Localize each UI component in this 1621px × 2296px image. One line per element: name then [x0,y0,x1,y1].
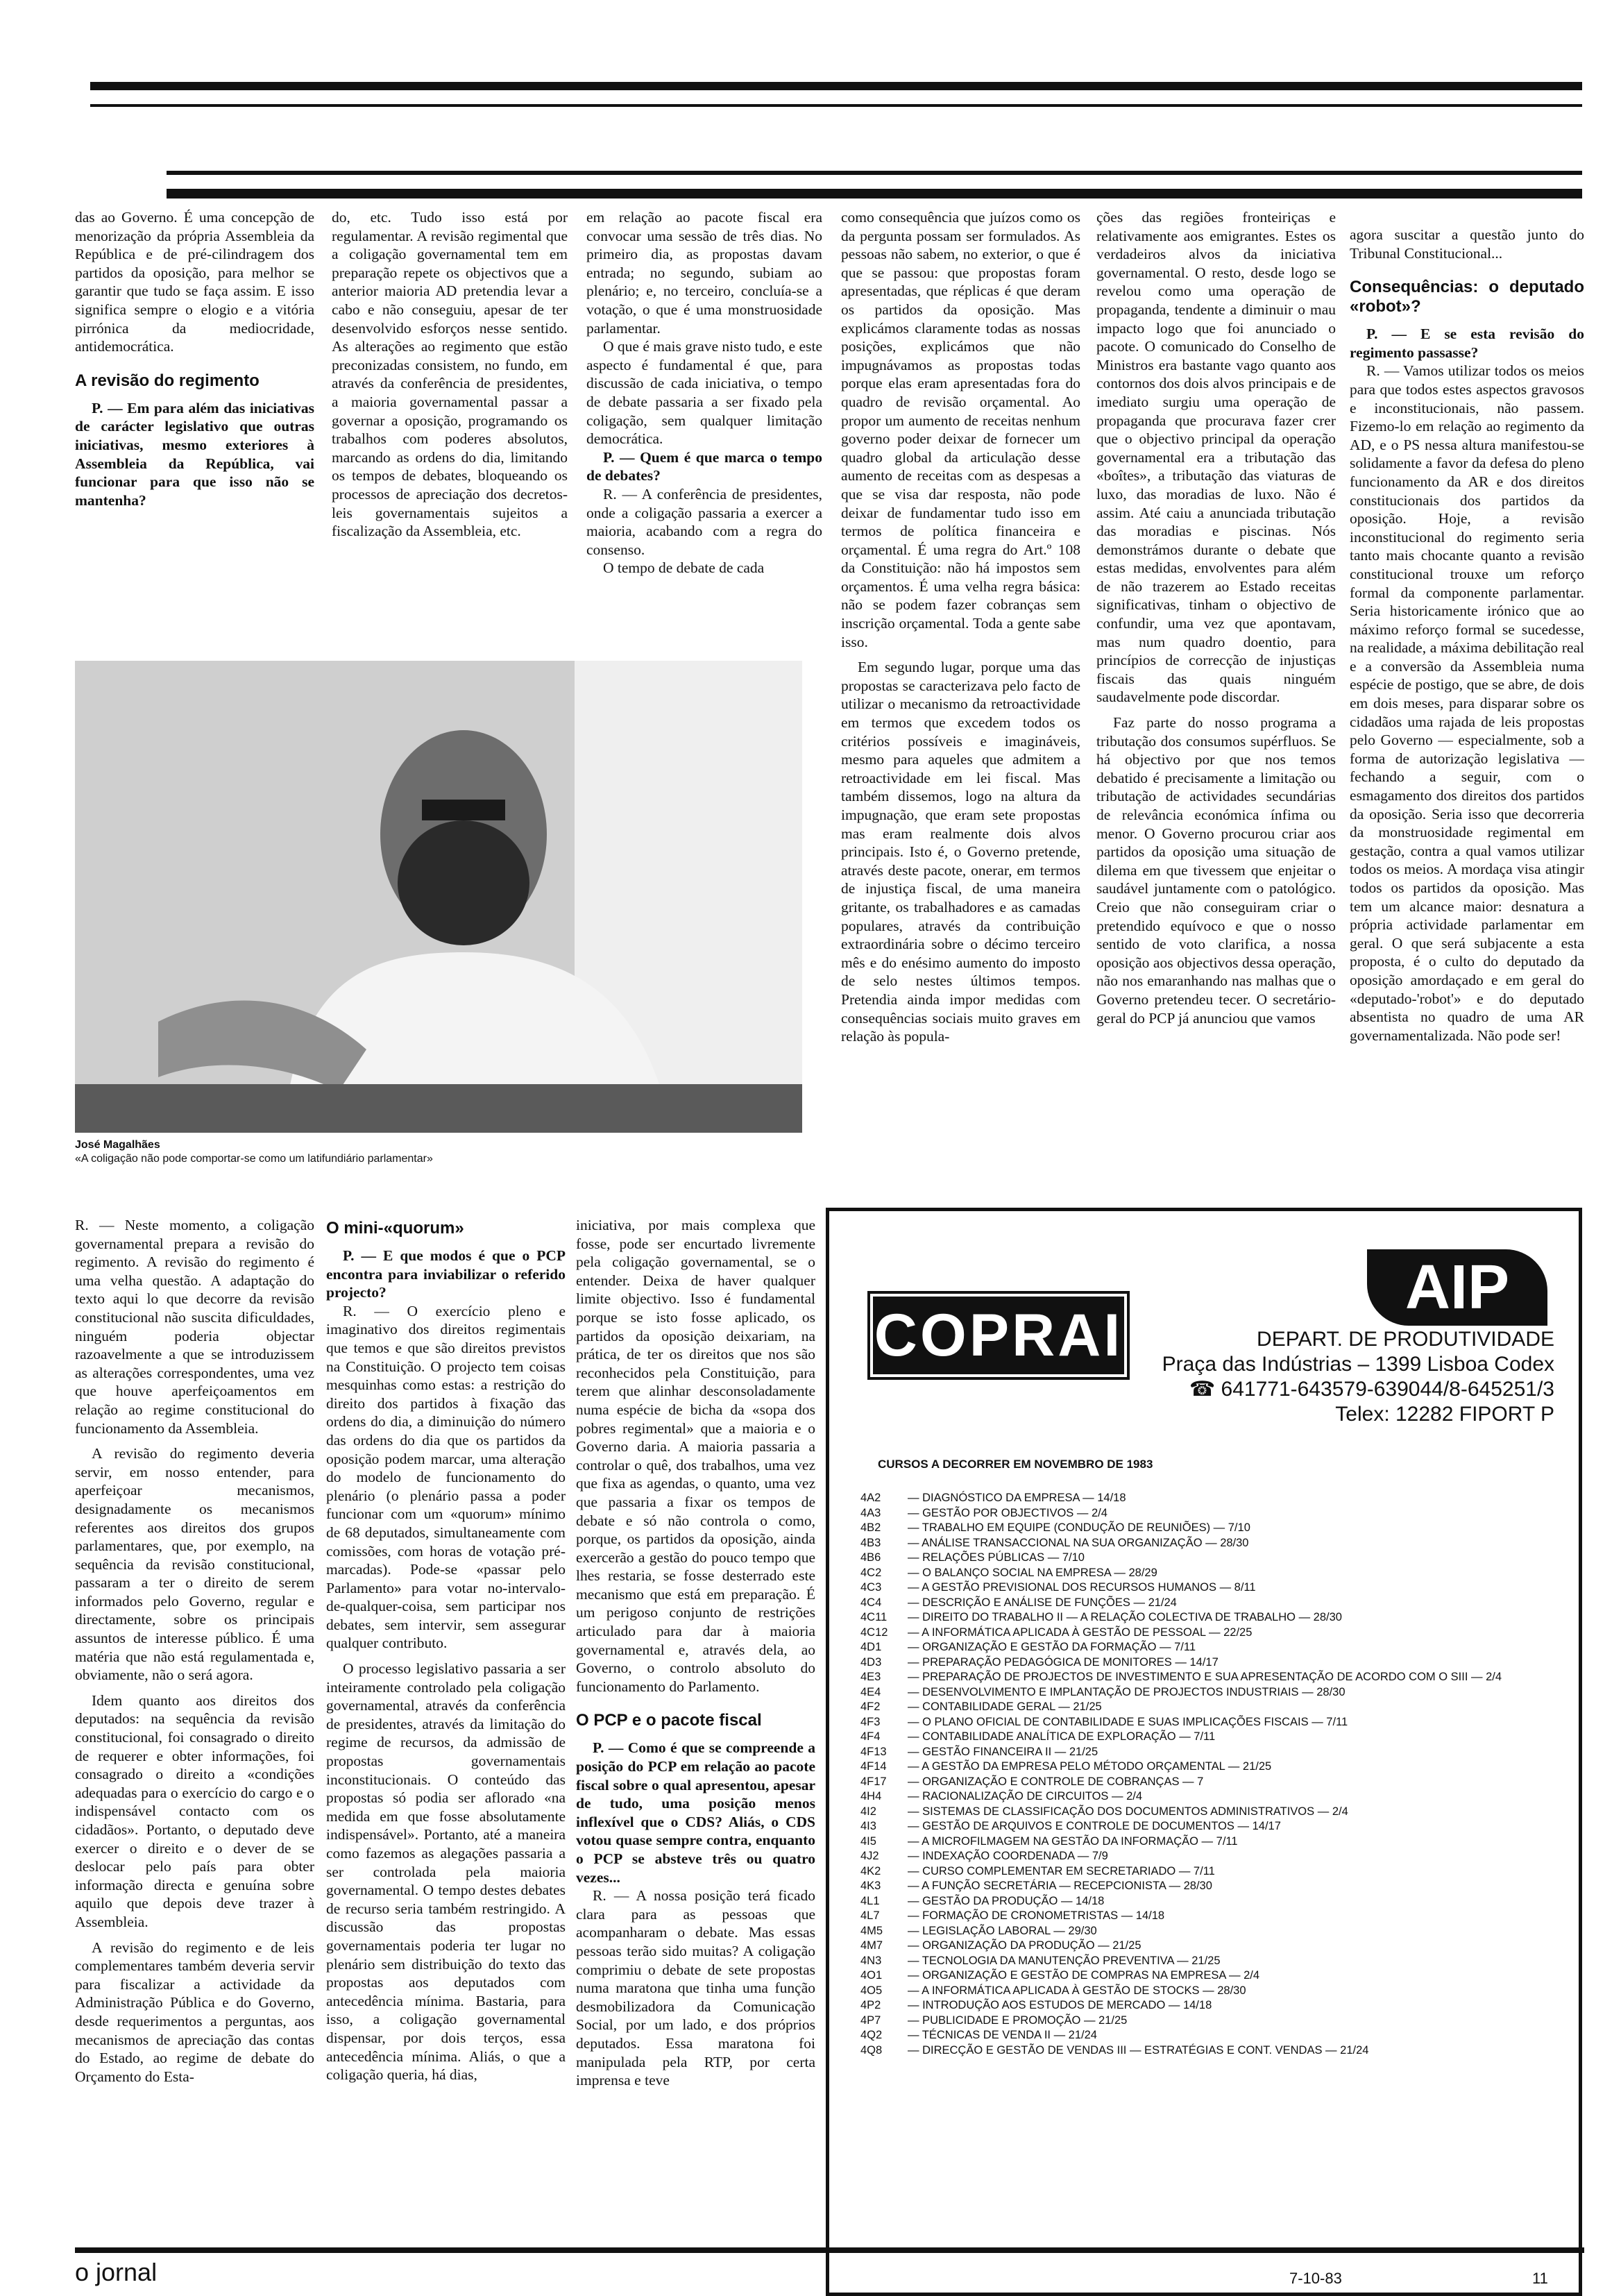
course-item [860,2043,1554,2059]
course-title: — A INFORMÁTICA APLICADA À GESTÃO DE STOCKS — 28/30 [908,1984,1246,1997]
course-title: — ORGANIZAÇÃO E CONTROLE DE COBRANÇAS — 7 [908,1775,1204,1788]
photo-caption-quote: «A coligação não pode comportar-se como um latifundiário parlamentar» [75,1153,433,1165]
course-item [860,2014,1554,2029]
course-code: 4C12 [860,1626,888,1639]
course-code: 4M5 [860,1924,883,1937]
course-item [860,1998,1554,2014]
paragraph: R. — A nossa posição terá ficado clara para as pessoas que acompanharam o debate. Mas essas pessoas terão sido muitas? A coligação comprimiu o debate de sete propostas numa maratona que tinha uma função desmobilizadora da Comunicação Social, por um lado, e dos próprios deputados. Essa maratona foi manipulada pela RTP, por certa imprensa e teve [576,1887,815,2089]
course-item [860,1759,1554,1775]
paragraph: R. — Vamos utilizar todos os meios para que todos estes aspectos gravosos e inconstitucionais, não passem. Fizemo-lo em relação ao regimento da AD, e o PS nessa altura manifestou-se solidamente a favor da defesa do pleno funcionamento da AR e dos direitos constitucionais dos partidos da oposição. Hoje, a revisão inconstitucional do regimento seria tanto mais chocante quanto a revisão constitucional trouxe um reforço formal da componente parlamentar. Seria historicamente irónico que ao máximo reforço formal se sucedesse, na realidade, a máxima debilitação real e a conversão da Assembleia numa espécie de postigo, que se abre, de dois em dois meses, para disparar sobre os cidadãos uma rajada de leis propostas pelo Governo — especialmente, sob a forma de autorização legislativa — fechando a seguir, com o esmagamento dos direitos dos partidos da oposição. Seria isso que decorreria da monstruosidade regimental em gestação, contra a qual vamos utilizar todos os meios. A mordaça visa atingir todos os partidos da oposição. Mas tem um alcance maior: desnatura a própria actividade parlamentar em geral. O que será subjacente a esta proposta, é o culto do deputado da oposição amordaçado e em geral do «deputado-'robot'» e do deputado absentista no quadro de uma AR governamentalizada. Não pode ser! [1350,362,1584,1044]
course-item [860,1939,1554,1954]
question: P. — E se esta revisão do regimento passasse? [1350,326,1584,361]
paragraph: Em segundo lugar, porque uma das propostas se caracterizava pelo facto de utilizar o mecanismo da retroactividade em termos que excedem todos os critérios possíveis e imagináveis, mesmo para aqueles que admitem a retroactividade em lei fiscal. Mas também dissemos, logo na altura da impugnação, que eram sete propostas mas eram realmente dois alvos principais. Isto é, o Governo pretende, através deste pacote, onerar, em termos de injustiça fiscal, de uma maneira gritante, os trabalhadores e as camadas populares, através da contribuição extraordinária sobre o décimo terceiro mês e do enésimo aumento do imposto de selo nestes últimos tempos. Pretendia ainda impor medidas com consequências sociais muito graves em relação às popula- [841,659,1080,1045]
paragraph: ções das regiões fronteiriças e relativamente aos emigrantes. Estes os verdadeiros alvos da iniciativa governamental. O resto, desde logo se revelou como uma operação de propaganda, tendente a diminuir o mau impacto logo que foi anunciado o pacote. O comunicado do Conselho de Ministros era bastante vago quanto aos contornos dos dois alvos principais e de imediato surgiu uma operação de propaganda que procurava fazer crer que o objectivo principal da operação governamental era a tributação das «boîtes», a tributação das viaturas de luxo, das moradias de luxo. Não é assim. Até caiu a anunciada tributação das moradias e piscinas. Nós demonstrámos durante o debate que estas medidas, envolventes para além de não trazerem ao Estado receitas significativas, tinham o objectivo de confundir, uma vez que apontavam, mas num quadro doentio, para princípios de correcção de injustiças fiscais das quais ninguém saudavelmente pode discordar. [1096,209,1336,706]
paragraph: Faz parte do nosso programa a tributação dos consumos supérfluos. Se há objectivo por que nos temos debatido é precisamente a limitação ou tributação de actividades secundárias de relevância económica ínfima ou menor. O Governo procurou criar aos partidos da oposição uma situação de dilema em que tivessem que enjeitar o saudável juntamente com o patológico. Creio que não conseguiram criar o pretendido equívoco e que o nosso sentido de voto clarifica, a nossa oposição aos objectivos dessa operação, não nos emaranhando nas malhas que o Governo pretendeu tecer. O secretário-geral do PCP já anunciou que vamos [1096,714,1336,1027]
paragraph: O tempo de debate de cada [603,559,765,577]
course-title: — DIREITO DO TRABALHO II — A RELAÇÃO COLECTIVA DE TRABALHO — 28/30 [908,1611,1342,1623]
page-number: 11 [1532,2270,1548,2287]
question: P. — Quem é que marca o tempo de debates? [586,448,822,484]
course-item [860,1775,1554,1790]
issue-date: 7-10-83 [1289,2270,1342,2287]
course-item [860,1834,1554,1850]
paragraph: A revisão do regimento e de leis complementares também deveria servir para fiscalizar a actividade da Administração Pública e do Governo, desde requerimentos a perguntas, aos mecanismos de apreciação das contas do Estado, ao regime de debate do Orçamento do Esta- [75,1939,314,2085]
course-code: 4E4 [860,1685,881,1698]
ad-phone: ☎ 641771-643579-639044/8-645251/3 [1189,1378,1554,1401]
top-rule-1 [90,82,1582,90]
paragraph: R. — O exercício pleno e imaginativo dos direitos regimentais que temos e que são direitos previstos na Constituição. O projecto tem coisas mesquinhas como estas: a restrição do direito dos partidos à fixação das ordens do dia, a diminuição do número das ordens do dia que os partidos da oposição podem marcar, uma alteração do modelo de funcionamento do plenário (o plenário passa a poder funcionar com um «quorum» mínimo de 68 deputados, simultaneamente com comissões, com horas de votação pré-marcadas). Pode-se «passar pelo Parlamento» para votar no-intervalo-de-qualquer-coisa, sem participar nos debates, sem intervir, sem assegurar qualquer contributo. [326,1302,566,1652]
paragraph: O processo legislativo passaria a ser inteiramente controlado pela coligação governamental, através da conferência de presidentes, através da limitação do regime de recursos, da admissão de propostas governamentais inconstitucionais. O conteúdo das propostas só podia ser aflorado «na medida em que fosse absolutamente indispensável». Portanto, até a maneira como fazemos as alegações passaria a ser controlada pela maioria governamental. O tempo destes debates de recurso seria também restringido. A discussão das propostas governamentais poderia ter lugar no plenário sem distribuição do texto das propostas aos deputados com antecedência mínima. Bastaria, para isso, a coligação governamental dispensar, por dois terços, essa antecedência mínima. Aliás, o que a coligação queria, há dias, [326,1660,566,2084]
course-code: 4H4 [860,1790,882,1803]
ad-telex: Telex: 12282 FIPORT P [1335,1403,1554,1426]
paragraph: R. — Neste momento, a coligação governamental prepara a revisão do regimento. A revisão do regimento é uma velha questão. A adaptação do texto aqui lo que decorre da revisão constitucional não suscita dificuldades, ninguém poderia objectar razoavelmente a que se introduzissem as alterações correspondentes, uma vez que houve aperfeiçoamentos em relação ao regime constitucional do funcionamento da Assembleia. [75,1217,314,1437]
question: P. — Como é que se compreende a posição do PCP em relação ao pacote fiscal sobre o qual apresentou, apesar de tudo, uma posição menos inflexível que o CDS? Aliás, o CDS votou quase sempre contra, enquanto o PCP se absteve três ou quatro vezes... [576,1739,815,1886]
course-item [860,1580,1554,1596]
course-title: — DESENVOLVIMENTO E IMPLANTAÇÃO DE PROJECTOS INDUSTRIAIS — 28/30 [908,1685,1346,1698]
paragraph: A revisão do regimento deveria servir, em nosso entender, para aperfeiçoar mecanismos, designadamente os mecanismos referentes aos direitos dos grupos parlamentares, que, por exemplo, na sequência da revisão constitucional, passaram a ter o direito de serem informados pelo Governo, regular e directamente, sobre os principais assuntos de interesse público. É uma matéria que não está regulamentada e, obviamente, não o será agora. [75,1445,314,1684]
lower-column-1 [75,1216,314,2243]
course-code: 4B6 [860,1551,881,1564]
course-title: — TÉCNICAS DE VENDA II — 21/24 [908,2029,1097,2041]
course-code: 4C2 [860,1566,882,1579]
course-item [860,1536,1554,1551]
course-code: 4N3 [860,1954,882,1967]
course-title: — INDEXAÇÃO COORDENADA — 7/9 [908,1850,1108,1862]
course-code: 4I5 [860,1834,876,1848]
course-item [860,1819,1554,1834]
lower-column-2 [326,1216,566,2243]
footer-rule [75,2247,1584,2253]
course-title: — TECNOLOGIA DA MANUTENÇÃO PREVENTIVA — 21/25 [908,1954,1221,1967]
course-code: 4I2 [860,1805,876,1818]
course-item [860,1566,1554,1581]
upper-column-3 [586,208,822,659]
paragraph: R. — A conferência de presidentes, onde a coligação passaria a exercer a maioria, acabando com a regra do consenso. [586,485,822,558]
question: P. — E que modos é que o PCP encontra para inviabilizar o referido projecto? [326,1247,566,1301]
course-code: 4F14 [860,1760,887,1773]
course-item [860,1849,1554,1864]
course-item [860,1491,1554,1506]
course-title: — SISTEMAS DE CLASSIFICAÇÃO DOS DOCUMENTOS ADMINISTRATIVOS — 2/4 [908,1805,1348,1818]
course-title: — LEGISLAÇÃO LABORAL — 29/30 [908,1924,1097,1937]
course-code: 4O1 [860,1969,883,1982]
course-code: 4F2 [860,1700,881,1713]
course-item [860,2028,1554,2043]
question: P. — Em para além das iniciativas de carácter legislativo que outras iniciativas, mesmo exteriores à Assembleia da República, vai funcionar para que isso não se mantenha? [75,399,314,509]
course-code: 4P2 [860,1999,881,2011]
course-title: — CONTABILIDADE ANALÍTICA DE EXPLORAÇÃO — 7/11 [908,1730,1216,1743]
photo-caption [75,1138,810,1166]
course-code: 4P7 [860,2014,881,2027]
paragraph: O que é mais grave nisto tudo, e este aspecto é fundamental é que, para discussão de cada iniciativa, o tempo de debate passaria a ser fixado pela coligação, sem qualquer limitação democrática. [586,338,822,448]
course-code: 4F17 [860,1775,887,1788]
course-code: 4I3 [860,1820,876,1832]
photo-caption-name: José Magalhães [75,1139,160,1151]
course-code: 4A3 [860,1506,881,1519]
course-title: — ORGANIZAÇÃO E GESTÃO DE COMPRAS NA EMPRESA — 2/4 [908,1969,1260,1982]
upper-column-1 [75,208,314,659]
course-title: — DIAGNÓSTICO DA EMPRESA — 14/18 [908,1492,1126,1504]
course-code: 4F4 [860,1730,881,1743]
course-title: — GESTÃO DE ARQUIVOS E CONTROLE DE DOCUMENTOS — 14/17 [908,1820,1281,1832]
section-heading: O mini-«quorum» [326,1219,464,1238]
course-code: 4K3 [860,1880,881,1892]
course-title: — A FUNÇÃO SECRETÁRIA — RECEPCIONISTA — 28/30 [908,1880,1212,1892]
course-item [860,1506,1554,1521]
course-title: — FORMAÇÃO DE CRONOMETRISTAS — 14/18 [908,1909,1165,1922]
course-item [860,1596,1554,1611]
course-code: 4J2 [860,1850,879,1862]
course-item [860,1745,1554,1760]
course-item [860,1879,1554,1894]
course-title: — GESTÃO POR OBJECTIVOS — 2/4 [908,1506,1107,1519]
course-title: — A INFORMÁTICA APLICADA À GESTÃO DE PESSOAL — 22/25 [908,1626,1253,1639]
course-title: — ORGANIZAÇÃO DA PRODUÇÃO — 21/25 [908,1939,1142,1952]
course-item [860,1670,1554,1685]
course-item [860,1700,1554,1715]
upper-column-4 [841,208,1080,1194]
course-code: 4C4 [860,1596,882,1609]
course-item [860,1789,1554,1805]
course-list [860,1491,1554,2058]
course-code: 4E3 [860,1671,881,1683]
course-title: — RELAÇÕES PÚBLICAS — 7/10 [908,1551,1085,1564]
course-item [860,1655,1554,1671]
paragraph: iniciativa, por mais complexa que fosse, pode ser encurtado livremente pela coligação governamental, se o entender. Deixa de haver qualquer limite objectivo. Isso é fundamental porque se isto fosse aplicado, os partidos da oposição deixariam, na prática, de ter os direitos que nos são reconhecidos pela Constituição, para terem que alinhar desconsoladamente numa espécie de bicha da «sopa dos pobres regimental» que a maioria e o Governo daria. A maioria passaria a controlar o quê, dos trabalhos, uma vez que fixa as agendas, o quanto, uma vez que passaria a fixar os tempos de debate e só não controla o como, porque, os partidos da oposição, ainda exercerão a gestão do pouco tempo que lhes restaria, se fosse desterrado este mecanismo que está em preparação. É um perigoso conjunto de restrições articulado para dar à maioria governamental e, através dela, ao Governo, o controlo absoluto do funcionamento do Parlamento. [576,1217,815,1695]
course-title: — GESTÃO DA PRODUÇÃO — 14/18 [908,1894,1105,1907]
paragraph: como consequência que juízos como os da pergunta possam ser formulados. As pessoas não sabem, no exterior, o que é que se passou: que propostas foram apresentadas, que réplicas é que deram os partidos da oposição. Mas explicámos claramente todas as nossas posições, explicámos que não impugnávamos as propostas todas porque elas eram apresentadas fora do quadro de revisão orçamental. Ao propor um aumento de receitas nenhum governo poder deixar de fornecer um quadro global da articulação desse aumento de receitas com as despesas a que se visa dar resposta, não pode deixar de fundamentar tudo isso em termos de política financeira e orçamental. É uma regra do Art.º 108 da Constituição: não há impostos sem orçamentos. É uma velha regra básica: não se podem fazer cobranças sem inscrição orçamental. Toda a gente sabe isso. [841,209,1080,650]
top-rule-3 [167,171,1582,175]
course-code: 4F3 [860,1715,881,1728]
course-title: — PREPARAÇÃO DE PROJECTOS DE INVESTIMENTO E SUA APRESENTAÇÃO DE ACORDO COM O SIII — 2/4 [908,1671,1502,1683]
paragraph: Idem quanto aos direitos dos deputados: na sequência da revisão constitucional, foi consagrado o direito de requerer e obter informações, foi consagrado o direito a «condições adequadas para o exercício do cargo e o indispensável contacto com os cidadãos». Portanto, o deputado deve exercer o direito e o dever de se deslocar pelo país para obter informação directa e genuína sobre aquilo que depois deve trazer à Assembleia. [75,1691,314,1930]
course-title: — A MICROFILMAGEM NA GESTÃO DA INFORMAÇÃO — 7/11 [908,1834,1238,1848]
course-title: — INTRODUÇÃO AOS ESTUDOS DE MERCADO — 14/18 [908,1999,1212,2011]
course-title: — RACIONALIZAÇÃO DE CIRCUITOS — 2/4 [908,1790,1143,1803]
course-code: 4L7 [860,1909,880,1922]
paragraph: do, etc. Tudo isso está por regulamentar. A revisão regimental que a coligação governamental tem em preparação repete os objectivos que a anterior maioria AD pretendia levar a cabo e não conseguiu, apesar de ter desenvolvido esforços nesse sentido. As alterações ao regimento que estão preconizadas consistem, no fundo, em através da conferência de presidentes, a maioria governamental passar a governar a oposição, programando os trabalhos com poderes absolutos, marcando as ordens do dia, limitando os tempos de debates, bloqueando os processos de apreciação dos decretos-leis governamentais sujeitos a fiscalização da Assembleia, etc. [332,209,568,540]
course-code: 4B2 [860,1521,881,1534]
course-code: 4C3 [860,1581,882,1594]
course-item [860,1984,1554,1999]
course-title: — A GESTÃO PREVISIONAL DOS RECURSOS HUMANOS — 8/11 [908,1581,1256,1594]
course-item [860,1805,1554,1820]
course-title: — DIRECÇÃO E GESTÃO DE VENDAS III — ESTRATÉGIAS E CONT. VENDAS — 21/24 [908,2043,1369,2057]
course-item [860,1521,1554,1536]
course-item [860,1685,1554,1700]
portrait-illustration [75,661,802,1133]
course-item [860,1864,1554,1880]
course-code: 4B3 [860,1536,881,1549]
course-title: — CONTABILIDADE GERAL — 21/25 [908,1700,1102,1713]
ad-department: DEPART. DE PRODUTIVIDADE [1257,1328,1554,1351]
masthead: o jornal [75,2258,158,2286]
course-code: 4D1 [860,1641,882,1653]
courses-title: CURSOS A DECORRER EM NOVEMBRO DE 1983 [878,1458,1153,1471]
section-heading: Consequências: o deputado «robot»? [1350,278,1584,316]
course-code: 4A2 [860,1492,881,1504]
course-title: — ANÁLISE TRANSACCIONAL NA SUA ORGANIZAÇÃO — 28/30 [908,1536,1249,1549]
course-item [860,1610,1554,1626]
course-code: 4Q8 [860,2043,883,2057]
course-item [860,1730,1554,1745]
course-title: — GESTÃO FINANCEIRA II — 21/25 [908,1745,1098,1758]
course-item [860,1968,1554,1984]
course-item [860,1909,1554,1924]
course-code: 4F13 [860,1745,887,1758]
course-title: — O BALANÇO SOCIAL NA EMPRESA — 28/29 [908,1566,1157,1579]
section-heading: A revisão do regimento [75,371,260,390]
course-item [860,1894,1554,1909]
section-heading: O PCP e o pacote fiscal [576,1711,762,1730]
coprai-logo: COPRAI [867,1291,1130,1380]
course-item [860,1715,1554,1730]
paragraph: em relação ao pacote fiscal era convocar uma sessão de três dias. No primeiro dia, as propostas davam entrada; no segundo, subiam ao plenário; e, no terceiro, concluía-se a votação, o que é uma monstruosidade parlamentar. [586,209,822,337]
course-code: 4L1 [860,1894,880,1907]
course-code: 4M7 [860,1939,883,1952]
course-title: — PREPARAÇÃO PEDAGÓGICA DE MONITORES — 14/17 [908,1655,1219,1669]
course-title: — CURSO COMPLEMENTAR EM SECRETARIADO — 7/11 [908,1864,1215,1877]
paragraph: agora suscitar a questão junto do Tribunal Constitucional... [1350,226,1584,262]
course-title: — O PLANO OFICIAL DE CONTABILIDADE E SUAS IMPLICAÇÕES FISCAIS — 7/11 [908,1715,1348,1728]
top-rule-4 [167,189,1582,199]
course-code: 4K2 [860,1864,881,1877]
course-item [860,1640,1554,1655]
top-rule-2 [90,104,1582,107]
ad-address: Praça das Indústrias – 1399 Lisboa Codex [1162,1353,1554,1376]
paragraph: das ao Governo. É uma concepção de menorização da própria Assembleia da República e de pré-cilindragem dos partidos da oposição, para melhor se garantir que tudo se faça assim. E isso significa sempre o elogio e a vitória pirrónica da mediocridade, antidemocrática. [75,209,314,355]
course-title: — A GESTÃO DA EMPRESA PELO MÉTODO ORÇAMENTAL — 21/25 [908,1760,1272,1773]
course-title: — TRABALHO EM EQUIPE (CONDUÇÃO DE REUNIÕES) — 7/10 [908,1521,1250,1534]
course-code: 4D3 [860,1655,882,1669]
course-code: 4C11 [860,1611,888,1623]
course-code: 4Q2 [860,2029,883,2041]
course-code: 4O5 [860,1984,883,1997]
upper-column-6 [1350,226,1584,1194]
course-title: — ORGANIZAÇÃO E GESTÃO DA FORMAÇÃO — 7/11 [908,1641,1196,1653]
portrait-photo [75,661,802,1133]
aip-logo: AIP [1367,1249,1547,1326]
course-item [860,1924,1554,1939]
course-item [860,1626,1554,1641]
course-title: — PUBLICIDADE E PROMOÇÃO — 21/25 [908,2014,1128,2027]
lower-column-3 [576,1216,815,2243]
upper-column-2 [332,208,568,659]
course-item [860,1551,1554,1566]
upper-column-5 [1096,208,1336,1194]
course-item [860,1954,1554,1969]
course-title: — DESCRIÇÃO E ANÁLISE DE FUNÇÕES — 21/24 [908,1596,1177,1609]
